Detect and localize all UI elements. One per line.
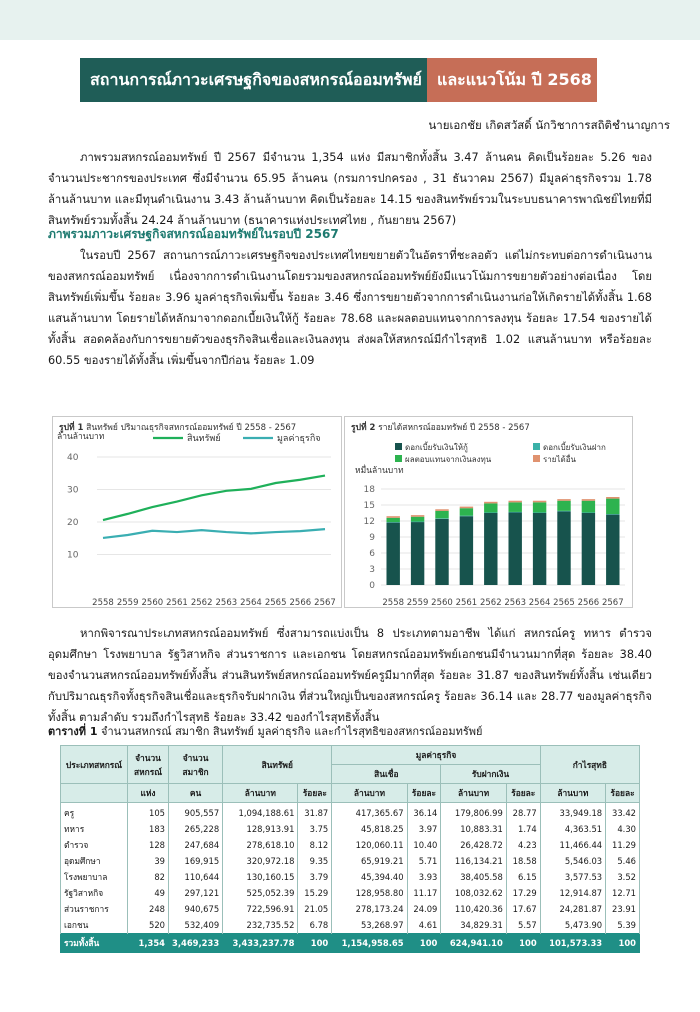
row-value-cell: 232,735.52 xyxy=(223,917,298,934)
row-type-cell: ครู xyxy=(61,803,128,822)
row-value-cell: 5.71 xyxy=(407,853,441,869)
chart1-ytick: 40 xyxy=(67,453,79,463)
row-value-cell: 3.79 xyxy=(298,869,332,885)
chart-assets-business xyxy=(52,416,342,608)
chart1-ytick: 30 xyxy=(67,485,79,496)
chart1-svg xyxy=(53,427,341,607)
row-value-cell: 4.30 xyxy=(606,821,640,837)
chart2-ytick: 12 xyxy=(363,517,375,527)
chart2-xtick: 2559 xyxy=(406,598,429,607)
row-value-cell: 33,949.18 xyxy=(540,803,605,822)
chart2-bar-segment xyxy=(508,502,521,512)
chart2-bar-segment xyxy=(411,517,424,522)
row-value-cell: 247,684 xyxy=(169,837,223,853)
total-value-cell: 100 xyxy=(298,934,332,953)
th-unit-members: คน xyxy=(169,784,223,803)
chart1-xtick: 2562 xyxy=(190,598,213,607)
chart2-legend-swatch xyxy=(395,455,402,462)
chart2-legend-label: รายได้อื่น xyxy=(543,455,576,464)
row-value-cell: 128,913.91 xyxy=(223,821,298,837)
chart1-xtick: 2559 xyxy=(116,598,139,607)
row-value-cell: 108,032.62 xyxy=(441,885,506,901)
th-members: จำนวนสมาชิก xyxy=(169,746,223,784)
chart1-ylabel: ล้านล้านบาท xyxy=(57,432,105,442)
chart2-bar-segment xyxy=(557,511,570,512)
row-value-cell: 53,268.97 xyxy=(332,917,407,934)
row-value-cell: 11.29 xyxy=(606,837,640,853)
row-value-cell: 11.17 xyxy=(407,885,441,901)
row-type-cell: โรงพยาบาล xyxy=(61,869,128,885)
chart2-ytick: 6 xyxy=(369,549,375,559)
chart2-bar-segment xyxy=(386,523,399,585)
row-value-cell: 45,818.25 xyxy=(332,821,407,837)
row-type-cell: ตำรวจ xyxy=(61,837,128,853)
row-value-cell: 265,228 xyxy=(169,821,223,837)
chart1-xtick: 2564 xyxy=(240,598,262,607)
chart2-bar-segment xyxy=(508,501,521,503)
chart2-bar-segment xyxy=(484,502,497,504)
row-value-cell: 36.14 xyxy=(407,803,441,822)
row-value-cell: 82 xyxy=(128,869,169,885)
chart2-bar-segment xyxy=(386,516,399,518)
top-band xyxy=(0,0,700,40)
row-value-cell: 5.57 xyxy=(506,917,540,934)
author: นายเอกชัย เกิดสวัสดิ์ นักวิชาการสถิติชำนาญการ xyxy=(428,118,670,132)
chart2-bar-segment xyxy=(435,518,448,519)
row-value-cell: 905,557 xyxy=(169,803,223,822)
chart2-xtick: 2563 xyxy=(504,598,527,607)
chart2-bar-segment xyxy=(533,502,546,512)
chart2-svg xyxy=(345,427,632,607)
row-value-cell: 183 xyxy=(128,821,169,837)
row-value-cell: 33.42 xyxy=(606,803,640,822)
total-value-cell: 1,154,958.65 xyxy=(332,934,407,953)
chart1-title-prefix: รูปที่ 1 xyxy=(59,423,84,433)
row-value-cell: 17.29 xyxy=(506,885,540,901)
th-unit-deposit-mb: ล้านบาท xyxy=(441,784,506,803)
row-value-cell: 278,618.10 xyxy=(223,837,298,853)
row-value-cell: 12.71 xyxy=(606,885,640,901)
chart2-xtick: 2560 xyxy=(431,598,453,607)
table-row xyxy=(61,869,640,885)
chart2-bar-segment xyxy=(411,515,424,517)
chart2-legend-label: ดอกเบี้ยรับเงินฝาก xyxy=(543,443,606,452)
row-value-cell: 4,363.51 xyxy=(540,821,605,837)
chart2-ytick: 3 xyxy=(369,565,375,575)
chart1-xtick: 2563 xyxy=(215,598,238,607)
total-value-cell: 3,469,233 xyxy=(169,934,223,953)
th-unit-assets-pct: ร้อยละ xyxy=(298,784,332,803)
table-row xyxy=(61,803,640,822)
chart1-xtick: 2565 xyxy=(264,598,287,607)
chart-income xyxy=(344,416,633,608)
chart1-xtick: 2566 xyxy=(289,598,312,607)
row-value-cell: 26,428.72 xyxy=(441,837,506,853)
chart2-xtick: 2567 xyxy=(601,598,624,607)
th-credit: สินเชื่อ xyxy=(332,765,441,784)
row-value-cell: 5,546.03 xyxy=(540,853,605,869)
title-sub: และแนวโน้ม ปี 2568 xyxy=(427,58,597,102)
row-value-cell: 278,173.24 xyxy=(332,901,407,917)
row-value-cell: 116,134.21 xyxy=(441,853,506,869)
row-value-cell: 45,394.40 xyxy=(332,869,407,885)
chart2-bar-segment xyxy=(435,509,448,511)
total-value-cell: 100 xyxy=(606,934,640,953)
row-value-cell: 940,675 xyxy=(169,901,223,917)
chart2-bar-segment xyxy=(411,522,424,523)
chart1-legend-label: มูลค่าธุรกิจ xyxy=(277,434,321,444)
type-paragraph: หากพิจารณาประเภทสหกรณ์ออมทรัพย์ ซึ่งสามารถแบ่งเป็น 8 ประเภทตามอาชีพ ได้แก่ สหกรณ์ครู ทหาร ตำรวจ อุดมศึกษา โรงพยาบาล รัฐวิสาหกิจ ส่วนราชการ และเอกชน โดยสหกรณ์ออมทรัพย์เอกชนมีจำนวนมากที่สุด ร้อยละ 38.40 ของจำนวนสหกรณ์ออมทรัพย์ทั้งสิ้น ส่วนสินทรัพย์สหกรณ์ออมทรัพย์ครูมีมากที่สุด ร้อยละ 31.87 ของสินทรัพย์ทั้งสิ้น เช่นเดียวกับปริมาณธุรกิจทั้งธุรกิจสินเชื่อและธุรกิจรับฝากเงิน ที่ส่วนใหญ่เป็นของสหกรณ์ครู ร้อยละ 36.14 และ 28.77 ของมูลค่าธุรกิจทั้งสิ้น ตามลำดับ รวมถึงกำไรสุทธิ ร้อยละ 33.42 ของกำไรสุทธิทั้งสิ้น xyxy=(48,627,652,724)
row-value-cell: 12,914.87 xyxy=(540,885,605,901)
th-unit-blank xyxy=(61,784,128,803)
chart2-bar-segment xyxy=(411,522,424,585)
table-row xyxy=(61,837,640,853)
row-value-cell: 532,409 xyxy=(169,917,223,934)
chart2-ytick: 15 xyxy=(363,501,375,511)
chart2-legend-label: ผลตอบแทนจากเงินลงทุน xyxy=(405,455,492,464)
chart2-bar-segment xyxy=(533,512,546,513)
row-value-cell: 1.74 xyxy=(506,821,540,837)
chart2-xtick: 2562 xyxy=(479,598,502,607)
chart2-bar-segment xyxy=(484,513,497,585)
row-value-cell: 65,919.21 xyxy=(332,853,407,869)
row-value-cell: 24,281.87 xyxy=(540,901,605,917)
row-value-cell: 15.29 xyxy=(298,885,332,901)
row-type-cell: ส่วนราชการ xyxy=(61,901,128,917)
intro-paragraph: ภาพรวมสหกรณ์ออมทรัพย์ ปี 2567 มีจำนวน 1,354 แห่ง มีสมาชิกทั้งสิ้น 3.47 ล้านคน คิดเป็นร้อยละ 5.26 ของจำนวนประชากรของประเทศ ซึ่งมีจำนวน 65.95 ล้านคน (กรมการปกครอง , 31 ธันวาคม 2567) มีมูลค่าธุรกิจรวม 1.78 ล้านล้านบาท และมีทุนดำเนินงาน 3.43 ล้านล้านบาท คิดเป็นร้อยละ 14.15 ของสินทรัพย์รวมในระบบธนาคารพาณิชย์ไทยที่มีสินทรัพย์รวมทั้งสิ้น 24.24 ล้านล้านบาท (ธนาคารแห่งประเทศไทย , กันยายน 2567) xyxy=(48,151,652,227)
row-value-cell: 11,466.44 xyxy=(540,837,605,853)
chart2-bar-segment xyxy=(606,515,619,585)
chart2-ytick: 0 xyxy=(369,581,375,591)
chart2-ytick: 18 xyxy=(363,485,375,495)
chart1-xtick: 2560 xyxy=(141,598,164,607)
chart2-bar-segment xyxy=(460,516,473,517)
th-profit: กำไรสุทธิ xyxy=(540,746,639,784)
total-value-cell: 3,433,237.78 xyxy=(223,934,298,953)
table-row xyxy=(61,821,640,837)
chart2-bar-segment xyxy=(508,512,521,585)
row-value-cell: 38,405.58 xyxy=(441,869,506,885)
th-count: จำนวนสหกรณ์ xyxy=(128,746,169,784)
table-row xyxy=(61,917,640,934)
th-unit-credit-mb: ล้านบาท xyxy=(332,784,407,803)
overview-paragraph: ในรอบปี 2567 สถานการณ์ภาวะเศรษฐกิจของประเทศไทยขยายตัวในอัตราที่ชะลอตัว แต่ไม่กระทบต่อการดำเนินงานของสหกรณ์ออมทรัพย์ เนื่องจากการดำเนินงานโดยรวมของสหกรณ์ออมทรัพย์ยังมีแนวโน้มการขยายตัวอย่างต่อเนื่อง โดยสินทรัพย์เพิ่มขึ้น ร้อยละ 3.96 มูลค่าธุรกิจเพิ่มขึ้น ร้อยละ 3.46 ซึ่งการขยายตัวจากการดำเนินงานก่อให้เกิดรายได้ทั้งสิ้น 1.68 แสนล้านบาท โดยรายได้หลักมาจากดอกเบี้ยเงินให้กู้ ร้อยละ 78.68 และผลตอบแทนจากการลงทุน ร้อยละ 17.54 ของรายได้ทั้งสิ้น สอดคล้องกับการขยายตัวของธุรกิจสินเชื่อและเงินลงทุน ส่งผลให้สหกรณ์มีกำไรสุทธิ 1.02 แสนล้านบาท หรือร้อยละ 60.55 ของรายได้ทั้งสิ้น เพิ่มขึ้นจากปีก่อน ร้อยละ 1.09 xyxy=(48,249,652,367)
chart2-xtick: 2558 xyxy=(382,598,405,607)
row-value-cell: 28.77 xyxy=(506,803,540,822)
table-caption xyxy=(48,722,482,740)
chart2-bar-segment xyxy=(557,501,570,511)
chart1-ytick: 10 xyxy=(67,550,79,561)
table-caption-text: จำนวนสหกรณ์ สมาชิก สินทรัพย์ มูลค่าธุรกิจ และกำไรสุทธิของสหกรณ์ออมทรัพย์ xyxy=(101,725,483,738)
th-type: ประเภทสหกรณ์ xyxy=(61,746,128,784)
row-value-cell: 525,052.39 xyxy=(223,885,298,901)
table-row xyxy=(61,901,640,917)
chart2-bar-segment xyxy=(582,499,595,501)
th-unit-assets-mb: ล้านบาท xyxy=(223,784,298,803)
row-value-cell: 34,829.31 xyxy=(441,917,506,934)
row-value-cell: 110,420.36 xyxy=(441,901,506,917)
chart2-bar-segment xyxy=(460,507,473,509)
table-body xyxy=(61,803,640,953)
row-value-cell: 9.35 xyxy=(298,853,332,869)
chart2-xtick: 2561 xyxy=(455,598,478,607)
row-value-cell: 5.46 xyxy=(606,853,640,869)
row-value-cell: 17.67 xyxy=(506,901,540,917)
chart1-ytick: 20 xyxy=(67,518,79,528)
chart2-bar-segment xyxy=(582,513,595,585)
th-unit-count: แห่ง xyxy=(128,784,169,803)
row-value-cell: 10,883.31 xyxy=(441,821,506,837)
total-value-cell: 100 xyxy=(506,934,540,953)
chart2-bar-segment xyxy=(386,522,399,523)
chart1-series-line xyxy=(103,476,325,521)
chart1-xtick: 2561 xyxy=(166,598,188,607)
chart2-bar-segment xyxy=(508,512,521,513)
table-total-row xyxy=(61,934,640,953)
chart2-title-text: รายได้สหกรณ์ออมทรัพย์ ปี 2558 - 2567 xyxy=(378,423,530,433)
chart2-xtick: 2564 xyxy=(528,598,551,607)
row-value-cell: 23.91 xyxy=(606,901,640,917)
chart2-bar-segment xyxy=(606,499,619,514)
row-value-cell: 3.97 xyxy=(407,821,441,837)
row-value-cell: 105 xyxy=(128,803,169,822)
chart2-title-prefix: รูปที่ 2 xyxy=(351,423,376,433)
row-value-cell: 4.23 xyxy=(506,837,540,853)
row-value-cell: 31.87 xyxy=(298,803,332,822)
chart2-bar-segment xyxy=(460,516,473,585)
cooperative-table xyxy=(60,745,640,953)
chart2-xtick: 2565 xyxy=(553,598,575,607)
chart2-bar-segment xyxy=(557,511,570,585)
row-value-cell: 179,806.99 xyxy=(441,803,506,822)
chart2-bar-segment xyxy=(606,514,619,515)
row-value-cell: 49 xyxy=(128,885,169,901)
total-label-cell: รวมทั้งสิ้น xyxy=(61,934,128,953)
row-value-cell: 5.39 xyxy=(606,917,640,934)
row-value-cell: 722,596.91 xyxy=(223,901,298,917)
th-deposit: รับฝากเงิน xyxy=(441,765,540,784)
row-value-cell: 3,577.53 xyxy=(540,869,605,885)
row-value-cell: 297,121 xyxy=(169,885,223,901)
row-value-cell: 110,644 xyxy=(169,869,223,885)
section-heading: ภาพรวมภาวะเศรษฐกิจสหกรณ์ออมทรัพย์ในรอบปี 2567 xyxy=(48,227,339,241)
row-type-cell: เอกชน xyxy=(61,917,128,934)
table-caption-prefix: ตารางที่ 1 xyxy=(48,725,98,738)
row-value-cell: 128 xyxy=(128,837,169,853)
total-value-cell: 100 xyxy=(407,934,441,953)
row-value-cell: 520 xyxy=(128,917,169,934)
chart2-bar-segment xyxy=(435,519,448,585)
total-value-cell: 624,941.10 xyxy=(441,934,506,953)
chart2-bar-segment xyxy=(606,497,619,499)
total-value-cell: 101,573.33 xyxy=(540,934,605,953)
row-value-cell: 4.61 xyxy=(407,917,441,934)
row-value-cell: 21.05 xyxy=(298,901,332,917)
row-value-cell: 3.75 xyxy=(298,821,332,837)
row-type-cell: อุดมศึกษา xyxy=(61,853,128,869)
title-main: สถานการณ์ภาวะเศรษฐกิจของสหกรณ์ออมทรัพย์ xyxy=(80,58,427,102)
row-value-cell: 120,060.11 xyxy=(332,837,407,853)
row-value-cell: 130,160.15 xyxy=(223,869,298,885)
row-value-cell: 3.93 xyxy=(407,869,441,885)
chart2-legend-swatch xyxy=(533,443,540,450)
chart1-series-line xyxy=(103,529,325,538)
chart2-bar-segment xyxy=(557,499,570,501)
chart1-title-text: สินทรัพย์ ปริมาณธุรกิจสหกรณ์ออมทรัพย์ ปี 2558 - 2567 xyxy=(86,423,297,433)
row-value-cell: 3.52 xyxy=(606,869,640,885)
table-row xyxy=(61,853,640,869)
row-value-cell: 5,473.90 xyxy=(540,917,605,934)
row-value-cell: 24.09 xyxy=(407,901,441,917)
row-value-cell: 6.78 xyxy=(298,917,332,934)
chart1-xtick: 2567 xyxy=(314,598,336,607)
chart2-bar-segment xyxy=(460,508,473,515)
th-unit-deposit-pct: ร้อยละ xyxy=(506,784,540,803)
chart2-bar-segment xyxy=(582,501,595,513)
row-value-cell: 1,094,188.61 xyxy=(223,803,298,822)
row-value-cell: 417,365.67 xyxy=(332,803,407,822)
chart2-bar-segment xyxy=(386,518,399,522)
chart2-legend-label: ดอกเบี้ยรับเงินให้กู้ xyxy=(405,443,468,452)
total-value-cell: 1,354 xyxy=(128,934,169,953)
table-row xyxy=(61,885,640,901)
page-title xyxy=(80,58,597,102)
th-unit-profit-mb: ล้านบาท xyxy=(540,784,605,803)
chart2-legend-swatch xyxy=(395,443,402,450)
chart2-bar-segment xyxy=(435,511,448,518)
chart2-bar-segment xyxy=(484,512,497,513)
row-type-cell: รัฐวิสาหกิจ xyxy=(61,885,128,901)
th-unit-credit-pct: ร้อยละ xyxy=(407,784,441,803)
th-business: มูลค่าธุรกิจ xyxy=(332,746,540,765)
row-value-cell: 248 xyxy=(128,901,169,917)
row-value-cell: 320,972.18 xyxy=(223,853,298,869)
row-value-cell: 39 xyxy=(128,853,169,869)
chart2-legend-swatch xyxy=(533,455,540,462)
chart2-bar-segment xyxy=(484,503,497,512)
row-type-cell: ทหาร xyxy=(61,821,128,837)
chart2-bar-segment xyxy=(533,501,546,503)
th-unit-profit-pct: ร้อยละ xyxy=(606,784,640,803)
chart1-xtick: 2558 xyxy=(92,598,114,607)
chart2-ylabel: หมื่นล้านบาท xyxy=(355,466,404,476)
row-value-cell: 169,915 xyxy=(169,853,223,869)
row-value-cell: 128,958.80 xyxy=(332,885,407,901)
chart2-xtick: 2566 xyxy=(577,598,600,607)
row-value-cell: 18.58 xyxy=(506,853,540,869)
chart2-bar-segment xyxy=(533,513,546,585)
row-value-cell: 8.12 xyxy=(298,837,332,853)
chart1-legend-label: สินทรัพย์ xyxy=(187,434,221,444)
row-value-cell: 6.15 xyxy=(506,869,540,885)
th-assets: สินทรัพย์ xyxy=(223,746,332,784)
chart2-ytick: 9 xyxy=(369,533,375,543)
row-value-cell: 10.40 xyxy=(407,837,441,853)
chart2-bar-segment xyxy=(582,512,595,513)
